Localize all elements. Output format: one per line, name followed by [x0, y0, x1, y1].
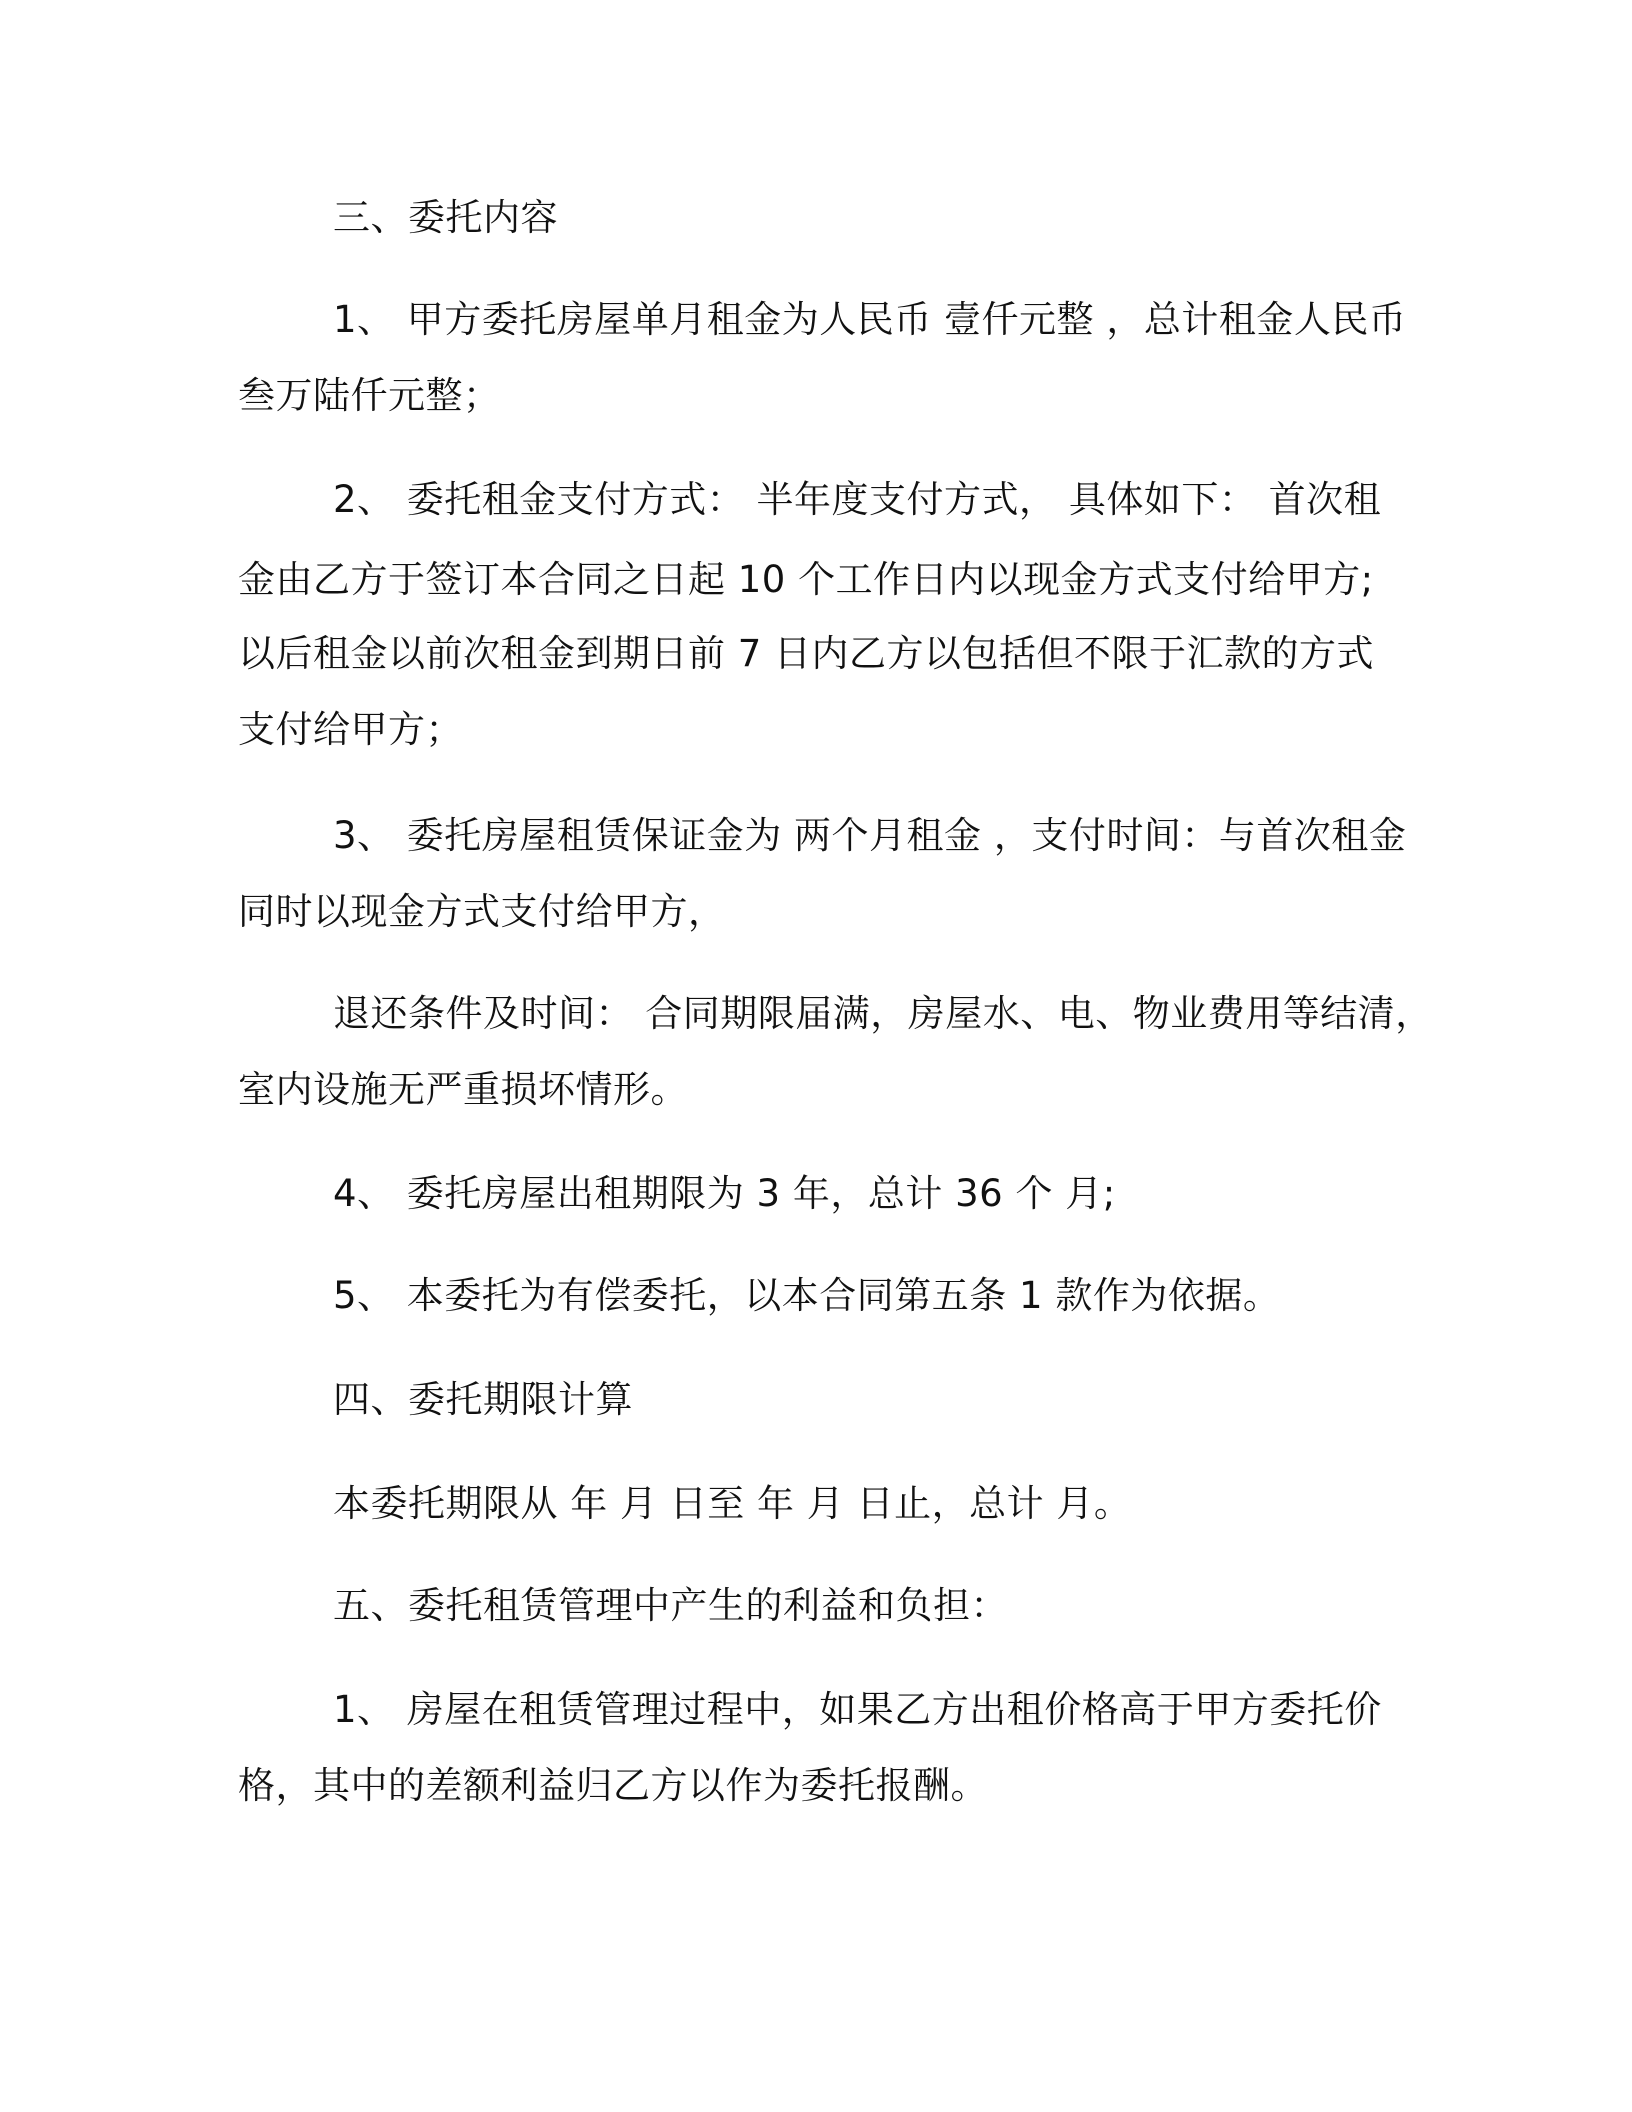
- clause-3-3-line-1: 3、 委托房屋租赁保证金为 两个月租金 ，支付时间：与首次租金: [333, 814, 1407, 857]
- refund-terms-line-1: 退还条件及时间： 合同期限届满，房屋水、电、物业费用等结清，: [333, 992, 1433, 1035]
- clause-3-2-line-4: 支付给甲方；: [238, 708, 463, 751]
- clause-5-1-line-2: 格，其中的差额利益归乙方以作为委托报酬。: [238, 1764, 988, 1807]
- clause-3-5: 5、 本委托为有偿委托，以本合同第五条 1 款作为依据。: [333, 1274, 1281, 1317]
- clause-3-1-line-1: 1、 甲方委托房屋单月租金为人民币 壹仟元整 ，总计租金人民币: [333, 298, 1407, 341]
- term-period-line: 本委托期限从 年 月 日至 年 月 日止，总计 月。: [333, 1482, 1132, 1525]
- clause-3-2-line-1: 2、 委托租金支付方式： 半年度支付方式， 具体如下： 首次租: [333, 478, 1382, 521]
- clause-3-3-line-2: 同时以现金方式支付给甲方，: [238, 890, 726, 933]
- section-heading-5: 五、委托租赁管理中产生的利益和负担：: [333, 1584, 1008, 1627]
- clause-3-2-line-2: 金由乙方于签订本合同之日起 10 个工作日内以现金方式支付给甲方;: [238, 558, 1374, 601]
- clause-3-4: 4、 委托房屋出租期限为 3 年，总计 36 个 月;: [333, 1172, 1116, 1215]
- section-heading-4: 四、委托期限计算: [333, 1378, 633, 1421]
- section-heading-3: 三、委托内容: [333, 196, 558, 239]
- refund-terms-line-2: 室内设施无严重损坏情形。: [238, 1068, 688, 1111]
- clause-5-1-line-1: 1、 房屋在租赁管理过程中，如果乙方出租价格高于甲方委托价: [333, 1688, 1382, 1731]
- clause-3-1-line-2: 叁万陆仟元整；: [238, 374, 501, 417]
- clause-3-2-line-3: 以后租金以前次租金到期日前 7 日内乙方以包括但不限于汇款的方式: [238, 632, 1375, 675]
